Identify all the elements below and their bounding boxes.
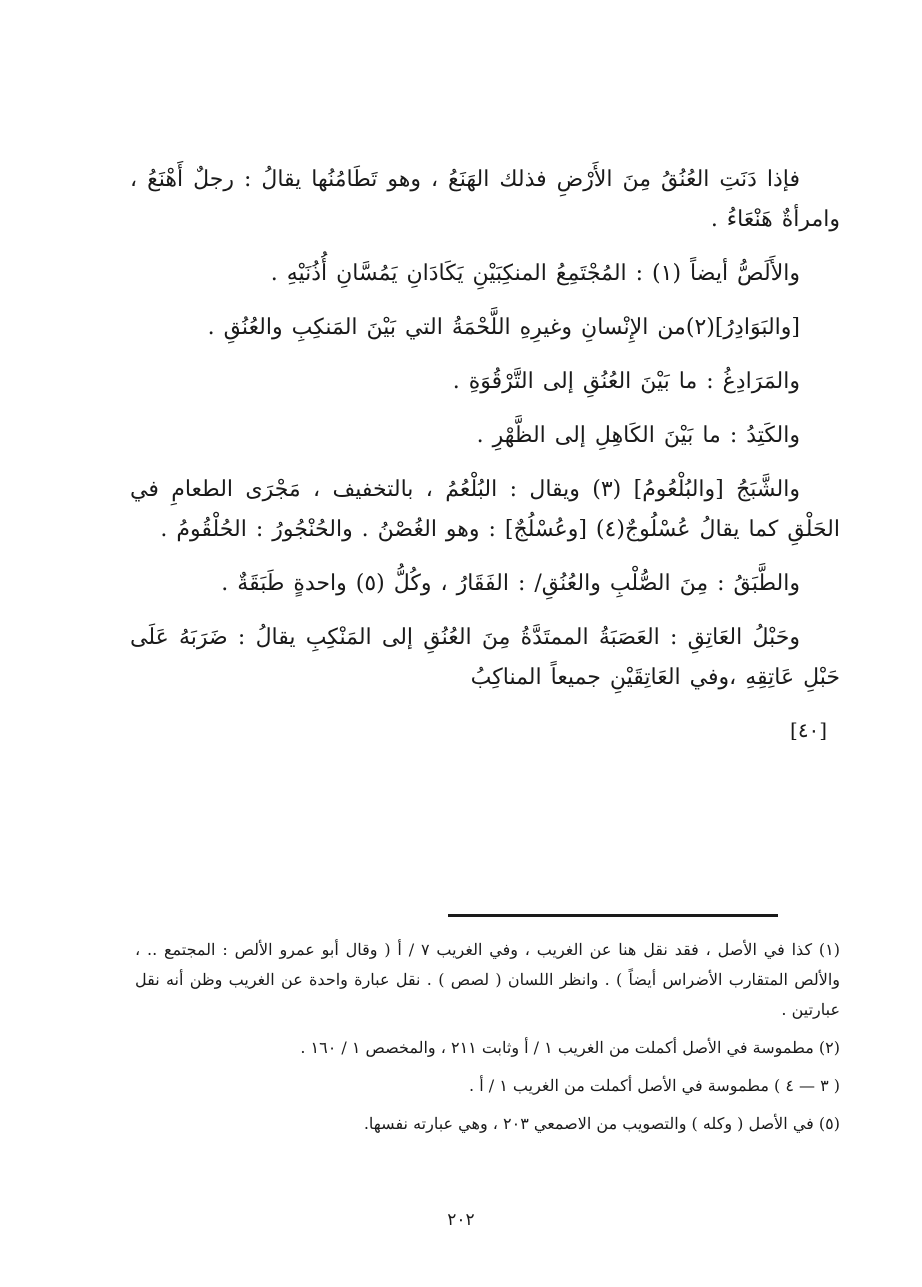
footnote-2: (٢) مطموسة في الأصل أكملت من الغريب ١ / أ وثابت ٢١١ ، والمخصص ١ / ١٦٠ . [300, 1038, 840, 1057]
paragraph-katid: والكَتِدُ : ما بَيْنَ الكَاهِلِ إلى الظَّهْرِ . [476, 423, 800, 448]
folio-margin-marker: [٤٠] [790, 718, 828, 742]
page-number: ٢٠٢ [447, 1210, 475, 1230]
paragraph-shabaj: والشَّبَجُ [والبُلْعُومُ] (٣) ويقال : البُلْعُمُ ، بالتخفيف ، مَجْرَى الطعامِ في الحَلْقِ كما يقالُ عُسْلُوجٌ(٤) [وعُسْلُجٌ] : وهو الغُصْنُ . والحُنْجُورُ : الحُلْقُومُ . [130, 477, 840, 542]
paragraph-hana: فإذا دَنَتِ العُنُقُ مِنَ الأَرْضِ فذلك الهَنَعُ ، وهو تَطَامُنُها يقالُ : رجلٌ أَهْنَعُ ، وامرأةٌ هَنْعَاءُ . [130, 167, 840, 232]
footnote-separator-rule [448, 914, 778, 917]
paragraph-habl-atiq: وحَبْلُ العَاتِقِ : العَصَبَةُ الممتَدَّةُ مِنَ العُنُقِ إلى المَنْكِبِ يقالُ : ضَرَبَهُ عَلَى حَبْلِ عَاتِقِهِ ،وفي العَاتِقَيْنِ جميعاً المناكِبُ [130, 625, 840, 690]
paragraph-maradigh: والمَرَادِغُ : ما بَيْنَ العُنُقِ إلى التَّرْقُوَةِ . [452, 369, 800, 394]
paragraph-alass: والأَلَصُّ أيضاً (١) : المُجْتَمِعُ المنكِبَيْنِ يَكَادَانِ يَمُسَّانِ أُذُنَيْهِ . [270, 261, 800, 286]
paragraph-tabaq: والطَّبَقُ : مِنَ الصُّلْبِ والعُنُقِ/ : الفَقَارُ ، وكُلُّ (٥) واحدةٍ طَبَقَةٌ . [221, 571, 800, 596]
footnote-3-4: ( ٣ — ٤ ) مطموسة في الأصل أكملت من الغريب ١ / أ . [469, 1076, 840, 1095]
footnotes-section [135, 935, 840, 1147]
main-text-body [130, 160, 840, 712]
footnote-5: (٥) في الأصل ( وكله ) والتصويب من الاصمعي ٢٠٣ ، وهي عبارته نفسها. [363, 1114, 840, 1133]
paragraph-bawadir: [والبَوَادِرُ](٢)من الإِنْسانِ وغيرِهِ اللَّحْمَةُ التي بَيْنَ المَنكِبِ والعُنُقِ . [207, 315, 800, 340]
footnote-1: (١) كذا في الأصل ، فقد نقل هنا عن الغريب ، وفي الغريب ٧ / أ ( وقال أبو عمرو الألص : المجتمع .. ، والألص المتقارب الأضراس أيضاً ) . وانظر اللسان ( لصص ) . نقل عبارة واحدة عن الغريب وظن أنه نقل عبارتين . [135, 940, 840, 1019]
